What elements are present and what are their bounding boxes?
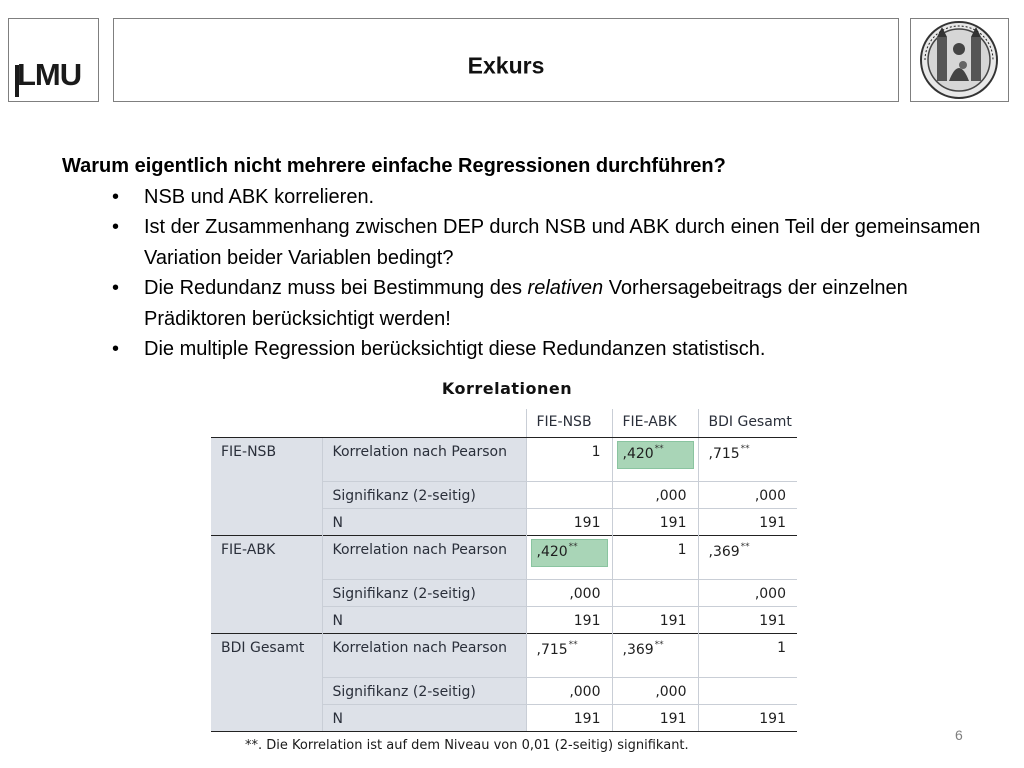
table-cell	[526, 481, 612, 508]
table-cell: 191	[526, 606, 612, 633]
table-cell: 191	[526, 508, 612, 535]
row-group-label: FIE-ABK	[211, 535, 322, 633]
question-heading: Warum eigentlich nicht mehrere einfache Regressionen durchführen?	[62, 155, 726, 177]
table-cell: ,000	[698, 481, 797, 508]
row-label: Signifikanz (2-seitig)	[322, 579, 526, 606]
bullet-item: • Ist der Zusammenhang zwischen DEP durch NSB und ABK durch einen Teil der gemeinsamen Variation beider Variablen bedingt?	[62, 212, 992, 273]
bullet-item: • Die multiple Regression berücksichtigt diese Redundanzen statistisch.	[62, 334, 992, 365]
logo-text: LMU	[17, 57, 82, 92]
bullet-item: • Die Redundanz muss bei Bestimmung des relativen Vorhersagebeitrags der einzelnen Prädiktoren berücksichtigt werden!	[62, 273, 992, 334]
bullet-icon: •	[112, 338, 120, 360]
column-header: FIE-ABK	[612, 409, 698, 437]
row-label: N	[322, 606, 526, 633]
table-cell: 191	[612, 508, 698, 535]
slide-title: Exkurs	[467, 52, 545, 79]
page-number: 6	[955, 727, 963, 743]
lmu-logo	[8, 18, 99, 102]
row-label: N	[322, 704, 526, 731]
row-label: Signifikanz (2-seitig)	[322, 481, 526, 508]
table-cell: ,715**	[526, 633, 612, 677]
table-cell: ,369**	[612, 633, 698, 677]
table-cell: 191	[698, 508, 797, 535]
row-label: Korrelation nach Pearson	[322, 437, 526, 481]
table-footnote: **. Die Korrelation ist auf dem Niveau von 0,01 (2-seitig) signifikant.	[245, 738, 689, 753]
table-cell: ,000	[526, 677, 612, 704]
table-cell: 1	[612, 535, 698, 579]
table-cell: 191	[612, 606, 698, 633]
title-bar	[113, 18, 899, 102]
university-seal	[910, 18, 1009, 102]
table-cell: ,000	[612, 677, 698, 704]
row-label: Korrelation nach Pearson	[322, 633, 526, 677]
table-title: Korrelationen	[441, 379, 573, 398]
column-header: FIE-NSB	[526, 409, 612, 437]
table-cell-highlighted: ,420**	[526, 535, 612, 579]
seal-icon	[911, 19, 1008, 101]
emphasis: relativen	[527, 277, 604, 299]
bullet-item: • NSB und ABK korrelieren.	[62, 182, 992, 213]
table-cell-highlighted: ,420**	[612, 437, 698, 481]
table-cell: 1	[698, 633, 797, 677]
correlation-table	[211, 409, 797, 732]
table-cell: 191	[612, 704, 698, 731]
row-label: Signifikanz (2-seitig)	[322, 677, 526, 704]
table-cell: ,000	[698, 579, 797, 606]
table-cell: 191	[698, 606, 797, 633]
table-cell: ,000	[526, 579, 612, 606]
row-label: Korrelation nach Pearson	[322, 535, 526, 579]
slide-content	[62, 151, 992, 365]
table-cell: 191	[698, 704, 797, 731]
table-cell	[698, 677, 797, 704]
bullet-icon: •	[112, 185, 120, 208]
row-label: N	[322, 508, 526, 535]
table-cell: 191	[526, 704, 612, 731]
table-cell: ,715**	[698, 437, 797, 481]
row-group-label: FIE-NSB	[211, 437, 322, 535]
row-group-label: BDI Gesamt	[211, 633, 322, 731]
column-header: BDI Gesamt	[698, 409, 797, 437]
bullet-icon: •	[112, 277, 120, 299]
bullet-list	[62, 182, 992, 365]
table-cell: ,369**	[698, 535, 797, 579]
table-cell	[612, 579, 698, 606]
table-cell: ,000	[612, 481, 698, 508]
table-cell: 1	[526, 437, 612, 481]
bullet-icon: •	[112, 216, 120, 238]
